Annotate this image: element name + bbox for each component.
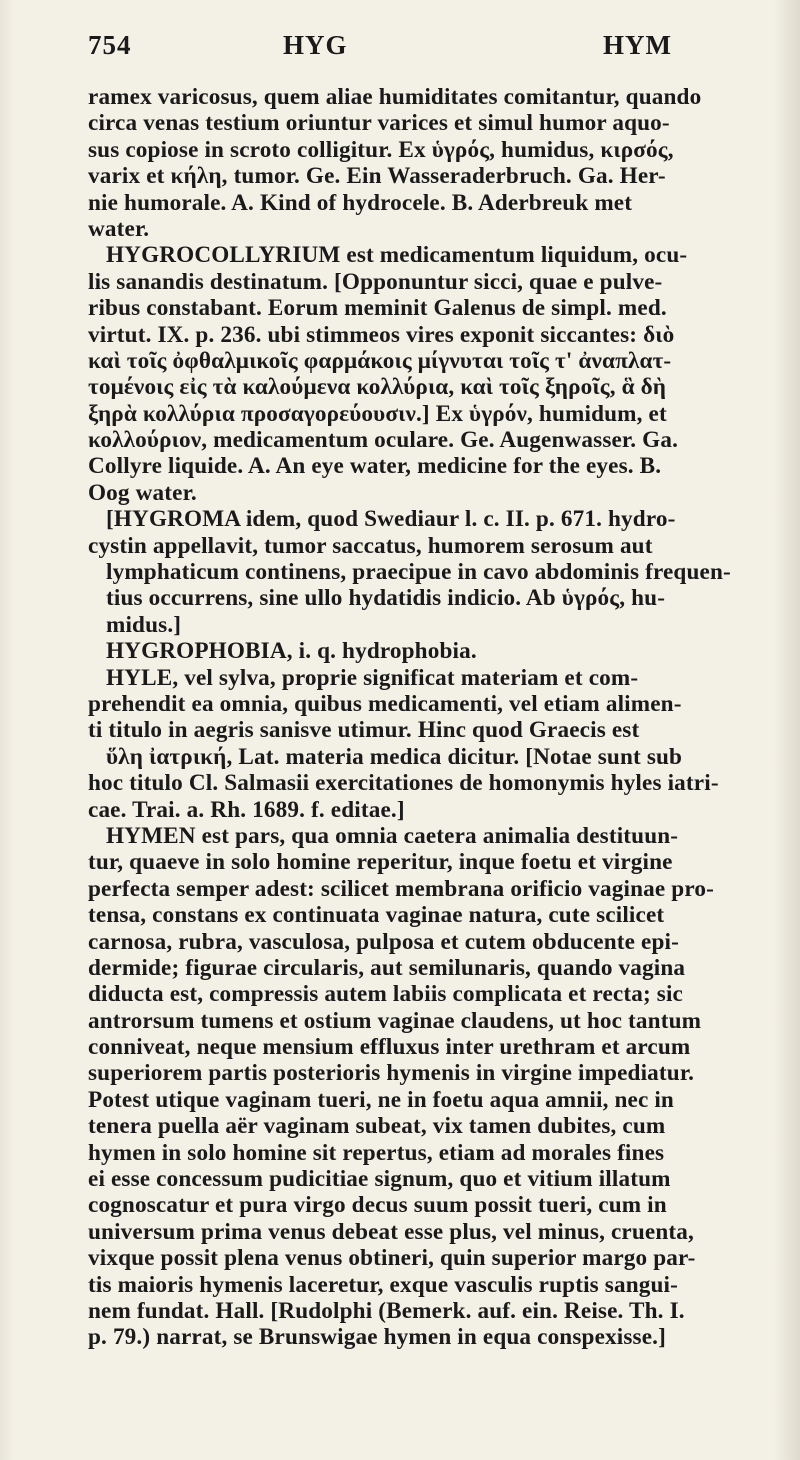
text-line: diducta est, compressis autem labiis complicata et recta; sic xyxy=(88,981,683,1008)
text-line: nie humorale. A. Kind of hydrocele. B. Aderbreuk met xyxy=(88,189,633,216)
text-line: ti titulo in aegris sanisve utimur. Hinc quod Graecis est xyxy=(88,717,640,744)
text-line: Oog water. xyxy=(88,479,197,506)
text-line: tensa, constans ex continuata vaginae natura, cute scilicet xyxy=(88,902,665,929)
text-line: perfecta semper adest: scilicet membrana orificio vaginae pro- xyxy=(88,875,714,902)
entry-hyle: HYLE, vel sylva, proprie significat materiam et com- xyxy=(106,664,639,691)
entry-hygrophobia: HYGROPHOBIA, i. q. hydrophobia. xyxy=(106,638,477,665)
text-line: conniveat, neque mensium effluxus inter urethram et arcum xyxy=(88,1034,691,1061)
text-line: ramex varicosus, quem aliae humiditates comitantur, quando xyxy=(88,84,702,110)
text-line: universum prima venus debeat esse plus, vel minus, cruenta, xyxy=(88,1218,694,1245)
text-line: p. 79.) narrat, se Brunswigae hymen in equa conspexisse.] xyxy=(88,1324,666,1351)
text-line: καὶ τοῖς ὀφθαλμικοῖς φαρμάκοις μίγνυται τοῖς τ' ἀναπλατ- xyxy=(88,347,672,374)
text-line: hymen in solo homine sit repertus, etiam ad morales fines xyxy=(88,1139,665,1166)
text-line: ὕλη ἰατρική, Lat. materia medica dicitur. [Notae sunt sub xyxy=(106,743,683,770)
text-line: κολλούριον, medicamentum oculare. Ge. Augenwasser. Ga. xyxy=(88,427,679,454)
text-line: dermide; figurae circularis, aut semilunaris, quando vagina xyxy=(88,954,686,981)
text-line: Collyre liquide. A. An eye water, medicine for the eyes. B. xyxy=(88,453,662,480)
text-line: tenera puella aër vaginam subeat, vix tamen dubites, cum xyxy=(88,1113,666,1140)
text-line: cae. Trai. a. Rh. 1689. f. editae.] xyxy=(88,796,405,823)
right-headword: HYM xyxy=(603,30,672,60)
text-line: water. xyxy=(88,215,150,242)
entry-hygroma: [HYGROMA idem, quod Swediaur l. c. II. p. 671. hydro- xyxy=(106,506,676,533)
page-gutter-shadow xyxy=(0,0,14,1460)
text-line: virtut. IX. p. 236. ubi stimmeos vires exponit siccantes: διὸ xyxy=(88,321,675,348)
entry-hymen: HYMEN est pars, qua omnia caetera animalia destituun- xyxy=(106,822,679,849)
text-line: superiorem partis posterioris hymenis in virgine impediatur. xyxy=(88,1060,695,1087)
text-line: prehendit ea omnia, quibus medicamenti, vel etiam alimen- xyxy=(88,690,682,717)
page-number: 754 xyxy=(88,30,132,60)
text-line: varix et κήλη, tumor. Ge. Ein Wasseraderbruch. Ga. Her- xyxy=(88,163,666,190)
dictionary-text xyxy=(88,84,763,1351)
text-line: cognoscatur et pura virgo decus suum possit tueri, cum in xyxy=(88,1192,667,1219)
text-line: tur, quaeve in solo homine reperitur, inque foetu et virgine xyxy=(88,849,673,876)
text-line: hoc titulo Cl. Salmasii exercitationes de homonymis hyles iatri- xyxy=(88,770,719,797)
page-content xyxy=(88,30,763,1351)
text-line: carnosa, rubra, vasculosa, pulposa et cutem obducente epi- xyxy=(88,928,679,955)
running-head xyxy=(88,30,763,76)
page-edge-shadow xyxy=(774,0,800,1460)
text-line: vixque possit plena venus obtineri, quin superior margo par- xyxy=(88,1245,696,1272)
text-line: midus.] xyxy=(106,611,182,638)
text-line: sus copiose in scroto colligitur. Ex ὑγρός, humidus, κιρσός, xyxy=(88,136,674,163)
left-headword: HYG xyxy=(283,30,348,60)
text-line: Potest utique vaginam tueri, ne in foetu aqua amnii, nec in xyxy=(88,1086,674,1113)
text-line: ξηρὰ κολλύρια προσαγορεύουσιν.] Ex ὑγρόν, humidum, et xyxy=(88,400,667,427)
text-line: nem fundat. Hall. [Rudolphi (Bemerk. auf. ein. Reise. Th. I. xyxy=(88,1297,685,1324)
text-line: lis sanandis destinatum. [Opponuntur sicci, quae e pulve- xyxy=(88,268,663,295)
entry-hygrocollyrium: HYGROCOLLYRIUM est medicamentum liquidum, ocu- xyxy=(106,242,688,269)
text-line: antrorsum tumens et ostium vaginae claudens, ut hoc tantum xyxy=(88,1007,702,1034)
text-line: τομένοις εἰς τὰ καλούμενα κολλύρια, καὶ τοῖς ξηροῖς, ἃ δὴ xyxy=(88,374,667,401)
text-line: tis maioris hymenis laceretur, exque vasculis ruptis sangui- xyxy=(88,1271,678,1298)
text-line: cystin appellavit, tumor saccatus, humorem serosum aut xyxy=(88,532,653,559)
text-line: ei esse concessum pudicitiae signum, quo et vitium illatum xyxy=(88,1166,671,1193)
text-line: circa venas testium oriuntur varices et simul humor aquo- xyxy=(88,110,670,137)
text-line: lymphaticum continens, praecipue in cavo abdominis frequen- xyxy=(106,559,731,586)
text-line: tius occurrens, sine ullo hydatidis indicio. Ab ὑγρός, hu- xyxy=(106,585,666,612)
text-line: ribus constabant. Eorum meminit Galenus de simpl. med. xyxy=(88,295,667,322)
